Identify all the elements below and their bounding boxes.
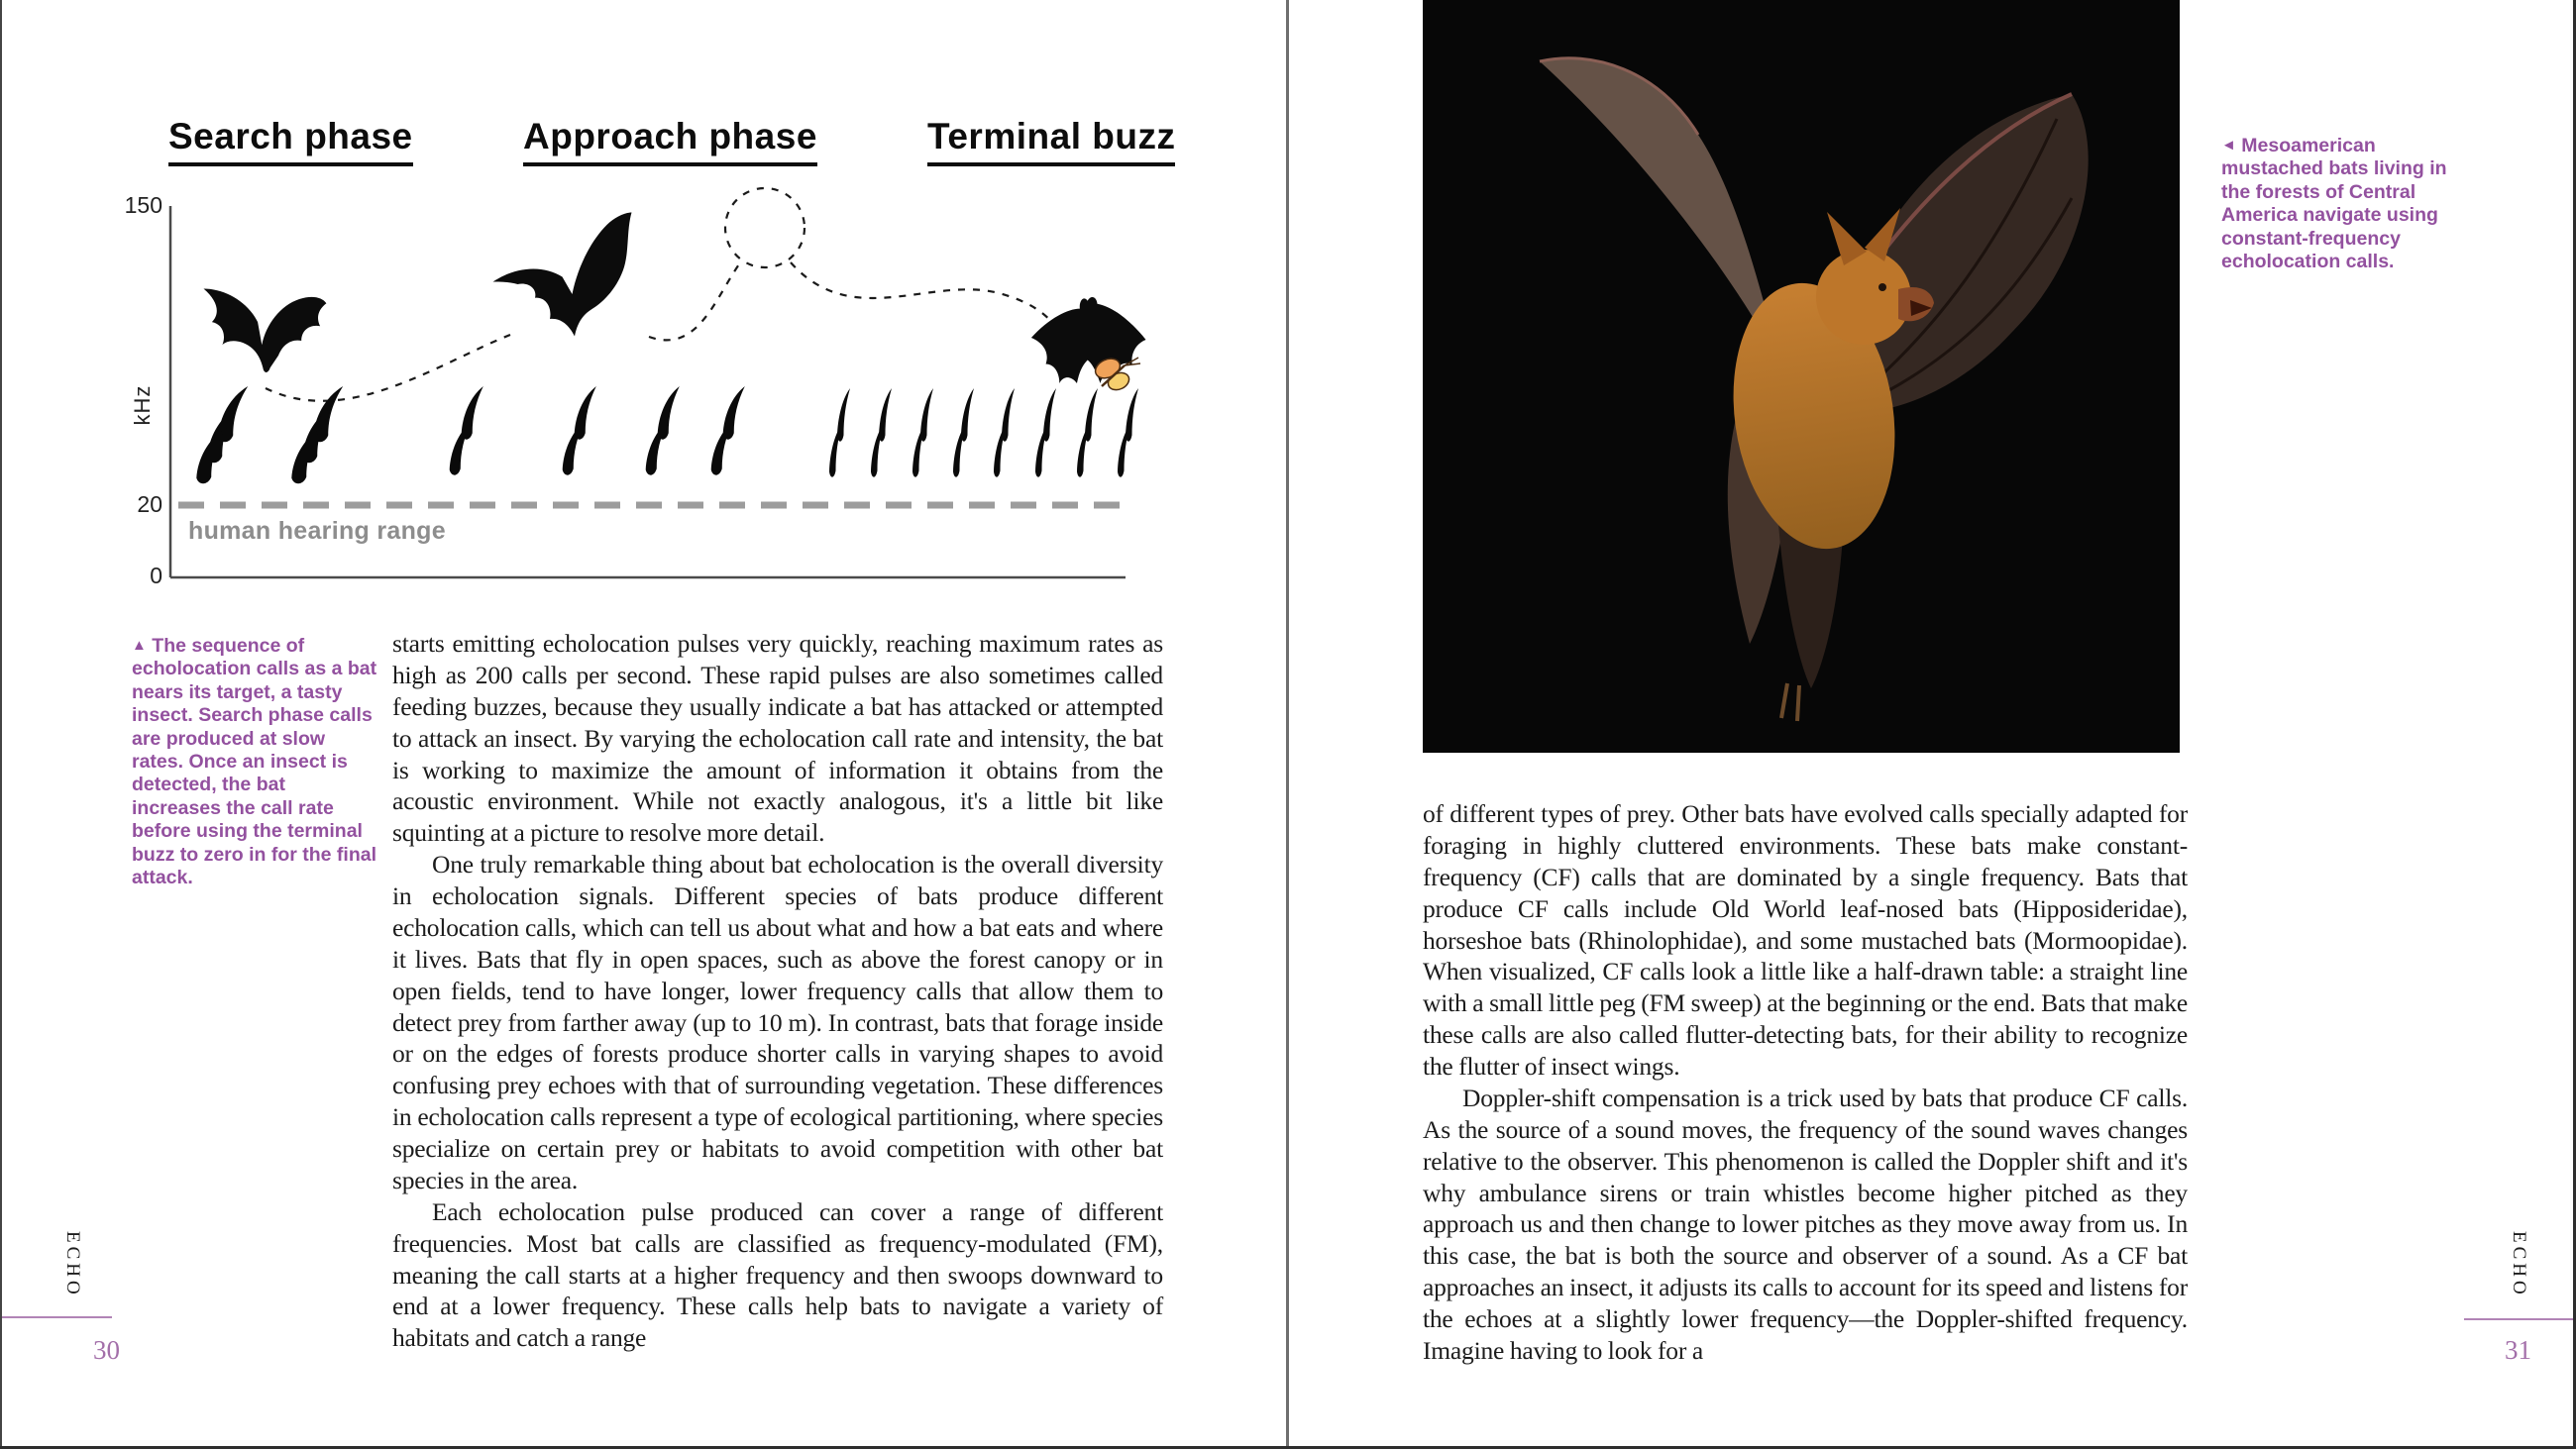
left-body-column: [392, 628, 1163, 1354]
y-axis-tick-20: 20: [137, 491, 162, 517]
phase-title-terminal: Terminal buzz: [927, 117, 1175, 166]
echolocation-diagram: [0, 99, 1288, 614]
paragraph: Doppler-shift compensation is a trick used by bats that produce CF calls. As the source of a sound moves, the frequency of the sound waves changes relative to the observer. This phenomenon is called the Doppler shift and it's why ambulance sirens or train whistles become higher pitched as they approach us and then change to lower pitches as they move away from us. In this case, the bat is both the source and observer of a sound. As a CF bat approaches an insect, it adjusts its calls to account for its speed and listens for the echoes at a slightly lower frequency—the Doppler-shifted frequency. Imagine having to look for a: [1423, 1083, 2188, 1365]
up-triangle-icon: ▲: [132, 637, 147, 654]
folio-rule: [2464, 1318, 2576, 1320]
paragraph: One truly remarkable thing about bat echolocation is the overall diversity in echolocation signals. Different species of bats produce different echolocation calls, which can tell us about what and how a bat eats and where it lives. Bats that fly in open spaces, such as above the forest canopy or in open fields, tend to have longer, lower frequency calls that allow them to detect prey from farther away (up to 10 m). In contrast, bats that forage inside or on the edges of forests produce shorter calls in varying shapes to avoid confusing prey echoes with that of surrounding vegetation. These differences in echolocation calls represent a type of ecological partitioning, where species specialize on certain prey or habitats to avoid competition with other bat species in the area.: [392, 850, 1163, 1194]
right-body-column: [1423, 798, 2188, 1367]
running-head-echo: ECHO: [62, 1231, 83, 1298]
photo-caption-text: Mesoamerican mustached bats living in the forests of Central America navigate using constant-frequency echolocation calls.: [2221, 135, 2447, 272]
y-axis-unit-label: kHz: [130, 384, 155, 426]
paragraph: of different types of prey. Other bats have evolved calls specially adapted for foraging in highly cluttered environments. These bats make constant-frequency (CF) calls that are dominated by a single frequency. Bats that produce CF calls include Old World leaf-nosed bats (Hipposideridae), horseshoe bats (Rhinolophidae), and some mustached bats (Mormoopidae). When visualized, CF calls look a little like a half-drawn table: a straight line with a small little peg (FM sweep) at the beginning or the end. Bats that make these calls are also called flutter-detecting bats, for their ability to recognize the flutter of insect wings.: [1423, 799, 2188, 1081]
bat-search-silhouette: [204, 289, 327, 373]
paragraph: starts emitting echolocation pulses very quickly, reaching maximum rates as high as 200 calls per second. These rapid pulses are also sometimes called feeding buzzes, because they usually indicate a bat has attacked or attempted to attack an insect. By varying the echolocation call rate and intensity, the bat is working to maximize the amount of information it obtains from the acoustic environment. While not exactly analogous, it's a little bit like squinting at a picture to resolve more detail.: [392, 629, 1163, 848]
left-triangle-icon: ◄: [2221, 137, 2236, 154]
bat-terminal-silhouette: [1031, 297, 1146, 383]
paragraph: Each echolocation pulse produced can cover a range of different frequencies. Most bat calls are classified as frequency-modulated (FM), meaning the call starts at a higher frequency and then swoops downward to end at a lower frequency. These calls help bats to navigate a variety of habitats and catch a range: [392, 1196, 1163, 1353]
chart-axes: [170, 206, 1126, 577]
y-axis-tick-150: 150: [124, 192, 162, 218]
phase-title-approach: Approach phase: [523, 117, 817, 166]
page-number: 31: [2505, 1335, 2531, 1365]
page-number: 30: [93, 1335, 120, 1365]
phase-title-search: Search phase: [168, 117, 413, 166]
diagram-caption: [132, 635, 379, 889]
running-head-echo: ECHO: [2509, 1231, 2529, 1298]
human-hearing-range-label: human hearing range: [188, 517, 446, 545]
bat-approach-silhouette: [493, 213, 632, 337]
call-glyphs: [196, 386, 1138, 483]
page-edge-left: [0, 0, 2, 1449]
bat-photograph: [1423, 0, 2180, 753]
y-axis-tick-0: 0: [150, 563, 162, 588]
page-gutter: [1286, 0, 1289, 1449]
flight-path: [266, 188, 1056, 401]
folio-rule: [0, 1316, 112, 1318]
photo-caption: [2221, 135, 2459, 273]
diagram-caption-text: The sequence of echolocation calls as a bat nears its target, a tasty insect. Search phase calls are produced at slow rates. Once an insect is detected, the bat increases the call rate before using the terminal buzz to zero in for the final attack.: [132, 635, 377, 888]
